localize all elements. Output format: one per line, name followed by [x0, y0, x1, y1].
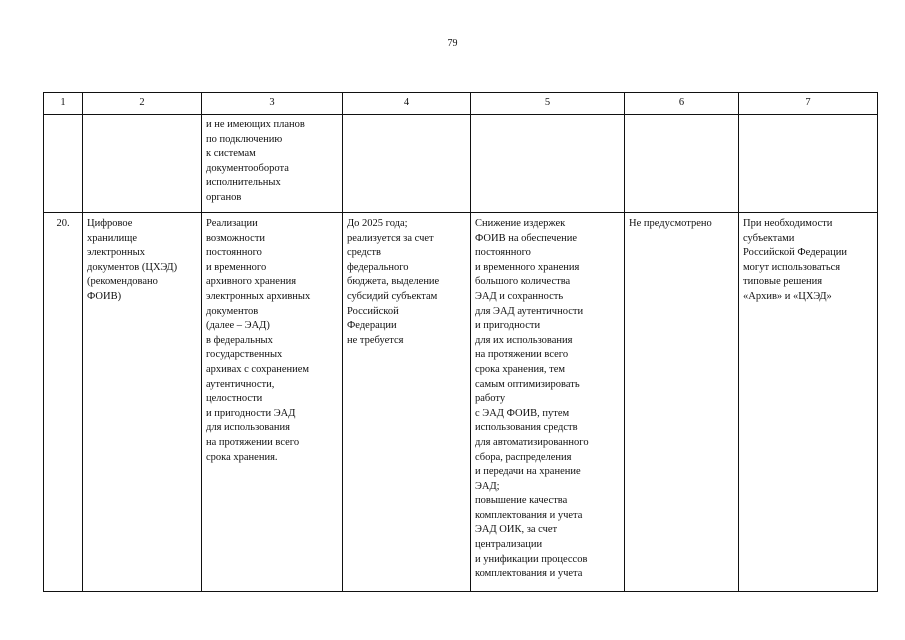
- row-col6: Не предусмотрено: [625, 213, 739, 592]
- cont-cell-1: [44, 115, 83, 213]
- page-number: 79: [447, 38, 458, 49]
- document-table: [43, 92, 878, 592]
- column-number-4: 4: [343, 93, 471, 115]
- table-row-continuation: [44, 115, 878, 213]
- table-header-row: [44, 93, 878, 115]
- cont-cell-2: [83, 115, 202, 213]
- cont-cell-6: [625, 115, 739, 213]
- row-number: 20.: [44, 213, 83, 592]
- column-number-2: 2: [83, 93, 202, 115]
- cont-cell-4: [343, 115, 471, 213]
- cont-cell-5: [471, 115, 625, 213]
- column-number-3: 3: [202, 93, 343, 115]
- row-deadline: До 2025 года; реализуется за счет средств федерального бюджета, выделение субсидий субъектам Российской Федерации не требуется: [343, 213, 471, 592]
- row-description: Реализации возможности постоянного и временного архивного хранения электронных архивных документов (далее – ЭАД) в федеральных государственных архивах с сохранением аутентичности, целостности и пригодности ЭАД для использования на протяжении всего срока хранения.: [202, 213, 343, 592]
- table-row-20: [44, 213, 878, 592]
- column-number-7: 7: [739, 93, 878, 115]
- column-number-1: 1: [44, 93, 83, 115]
- row-col7: При необходимости субъектами Российской Федерации могут использоваться типовые решения «Архив» и «ЦХЭД»: [739, 213, 878, 592]
- cont-cell-7: [739, 115, 878, 213]
- column-number-5: 5: [471, 93, 625, 115]
- cont-cell-3: и не имеющих планов по подключению к системам документооборота исполнительных органов: [202, 115, 343, 213]
- row-name: Цифровое хранилище электронных документов (ЦХЭД) (рекомендовано ФОИВ): [83, 213, 202, 592]
- row-effect: Снижение издержек ФОИВ на обеспечение постоянного и временного хранения большого количества ЭАД и сохранность для ЭАД аутентичности и пригодности для их использования на протяжении всего срока хранения, тем самым оптимизировать работу с ЭАД ФОИВ, путем использования средств для автоматизированного сбора, распределения и передачи на хранение ЭАД; повышение качества комплектования и учета ЭАД ОИК, за счет централизации и унификации процессов комплектования и учета: [471, 213, 625, 592]
- column-number-6: 6: [625, 93, 739, 115]
